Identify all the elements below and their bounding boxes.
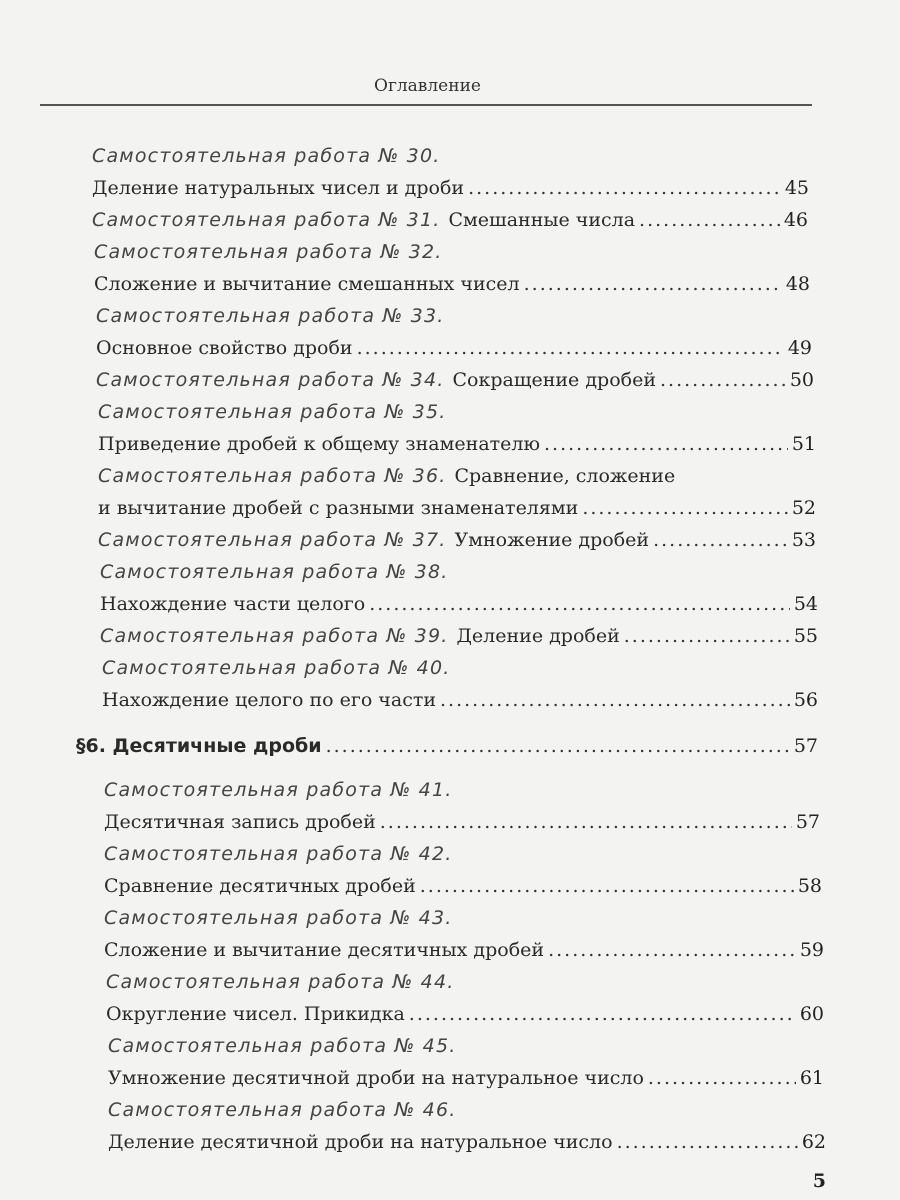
toc-entry-title: Самостоятельная работа № 40. xyxy=(102,657,451,679)
toc-entry-title: Самостоятельная работа № 33. xyxy=(96,305,445,327)
dot-leader xyxy=(468,172,781,204)
dot-leader xyxy=(582,492,788,524)
toc-entry-36[interactable] xyxy=(0,460,900,524)
toc-entry-topic: Умножение дробей xyxy=(454,529,650,551)
header-divider xyxy=(40,104,812,106)
toc-entry-topic: Деление натуральных чисел и дроби xyxy=(92,177,465,199)
toc-entry-page: 61 xyxy=(799,1067,824,1089)
toc-entry-topic: Нахождение целого по его части xyxy=(102,689,437,711)
toc-entry-page: 49 xyxy=(787,337,812,359)
toc-entry-topic: Приведение дробей к общему знаменателю xyxy=(98,433,541,455)
toc-entry-30[interactable] xyxy=(0,140,900,204)
toc-entry-page: 48 xyxy=(785,273,810,295)
toc-entry-topic: Округление чисел. Прикидка xyxy=(106,1003,405,1025)
toc-entry-page: 51 xyxy=(791,433,816,455)
toc-entry-page: 46 xyxy=(783,209,808,231)
toc-entry-title: Самостоятельная работа № 42. xyxy=(104,843,453,865)
dot-leader xyxy=(440,684,790,716)
toc-entry-45[interactable] xyxy=(0,1030,900,1094)
dot-leader xyxy=(326,730,790,762)
toc-entry-46[interactable] xyxy=(0,1094,900,1158)
dot-leader xyxy=(624,620,790,652)
toc-entry-37[interactable] xyxy=(0,524,900,556)
toc-entry-page: 55 xyxy=(793,625,818,647)
toc-entry-33[interactable] xyxy=(0,300,900,364)
toc-entry-title: Самостоятельная работа № 43. xyxy=(104,907,453,929)
page-number: 5 xyxy=(812,1170,826,1192)
toc-entry-topic: Нахождение части целого xyxy=(100,593,366,615)
toc-entry-topic-continued: и вычитание дробей с разными знаменателями xyxy=(98,497,579,519)
toc-entry-topic: Деление десятичной дроби на натуральное число xyxy=(108,1131,613,1153)
toc-entry-topic: Умножение десятичной дроби на натуральное число xyxy=(108,1067,644,1089)
toc-entry-title: Самостоятельная работа № 36. xyxy=(98,465,447,487)
toc-entry-page: 54 xyxy=(793,593,818,615)
toc-entry-40[interactable] xyxy=(0,652,900,716)
toc-entry-34[interactable] xyxy=(0,364,900,396)
toc-entry-title: Самостоятельная работа № 34. xyxy=(96,369,445,391)
toc-entry-page: 53 xyxy=(791,529,816,551)
toc-entry-page: 62 xyxy=(801,1131,826,1153)
toc-entry-page: 57 xyxy=(795,811,820,833)
toc-entry-page: 50 xyxy=(789,369,814,391)
toc-entry-title: Самостоятельная работа № 38. xyxy=(100,561,449,583)
table-of-contents xyxy=(0,140,900,1158)
toc-entry-41[interactable] xyxy=(0,774,900,838)
page-header-title: Оглавление xyxy=(374,76,481,96)
toc-entry-title: Самостоятельная работа № 44. xyxy=(106,971,455,993)
toc-entry-page: 58 xyxy=(797,875,822,897)
section-title: §6. Десятичные дроби xyxy=(76,735,322,757)
dot-leader xyxy=(369,588,790,620)
toc-entry-page: 60 xyxy=(799,1003,824,1025)
toc-entry-title: Самостоятельная работа № 46. xyxy=(108,1099,457,1121)
toc-entry-topic: Основное свойство дроби xyxy=(96,337,353,359)
dot-leader xyxy=(639,204,780,236)
toc-entry-title: Самостоятельная работа № 31. xyxy=(92,209,441,231)
toc-entry-topic: Сравнение, сложение xyxy=(454,465,676,487)
toc-entry-35[interactable] xyxy=(0,396,900,460)
toc-entry-topic: Сравнение десятичных дробей xyxy=(104,875,416,897)
toc-entry-topic: Сложение и вычитание десятичных дробей xyxy=(104,939,545,961)
dot-leader xyxy=(380,806,792,838)
toc-entry-title: Самостоятельная работа № 45. xyxy=(108,1035,457,1057)
dot-leader xyxy=(420,870,794,902)
toc-entry-title: Самостоятельная работа № 39. xyxy=(100,625,449,647)
section-page: 57 xyxy=(793,735,818,757)
dot-leader xyxy=(524,268,782,300)
toc-entry-42[interactable] xyxy=(0,838,900,902)
toc-entry-title: Самостоятельная работа № 32. xyxy=(94,241,443,263)
toc-entry-topic: Смешанные числа xyxy=(448,209,636,231)
toc-entry-31[interactable] xyxy=(0,204,900,236)
toc-entry-title: Самостоятельная работа № 35. xyxy=(98,401,447,423)
toc-entry-title: Самостоятельная работа № 30. xyxy=(92,145,441,167)
toc-entry-topic: Деление дробей xyxy=(456,625,620,647)
dot-leader xyxy=(544,428,788,460)
toc-entry-32[interactable] xyxy=(0,236,900,300)
dot-leader xyxy=(660,364,786,396)
toc-entry-44[interactable] xyxy=(0,966,900,1030)
dot-leader xyxy=(357,332,784,364)
toc-entry-topic: Сокращение дробей xyxy=(452,369,656,391)
toc-entry-title: Самостоятельная работа № 37. xyxy=(98,529,447,551)
toc-section-6[interactable] xyxy=(0,730,900,762)
dot-leader xyxy=(653,524,788,556)
dot-leader xyxy=(617,1126,798,1158)
toc-entry-title: Самостоятельная работа № 41. xyxy=(104,779,453,801)
toc-entry-43[interactable] xyxy=(0,902,900,966)
toc-entry-page: 56 xyxy=(793,689,818,711)
dot-leader xyxy=(409,998,796,1030)
dot-leader xyxy=(648,1062,796,1094)
toc-entry-page: 52 xyxy=(791,497,816,519)
toc-entry-topic: Сложение и вычитание смешанных чисел xyxy=(94,273,520,295)
toc-entry-topic: Десятичная запись дробей xyxy=(104,811,376,833)
toc-entry-38[interactable] xyxy=(0,556,900,620)
toc-entry-page: 45 xyxy=(784,177,809,199)
dot-leader xyxy=(548,934,796,966)
toc-entry-page: 59 xyxy=(799,939,824,961)
toc-entry-39[interactable] xyxy=(0,620,900,652)
